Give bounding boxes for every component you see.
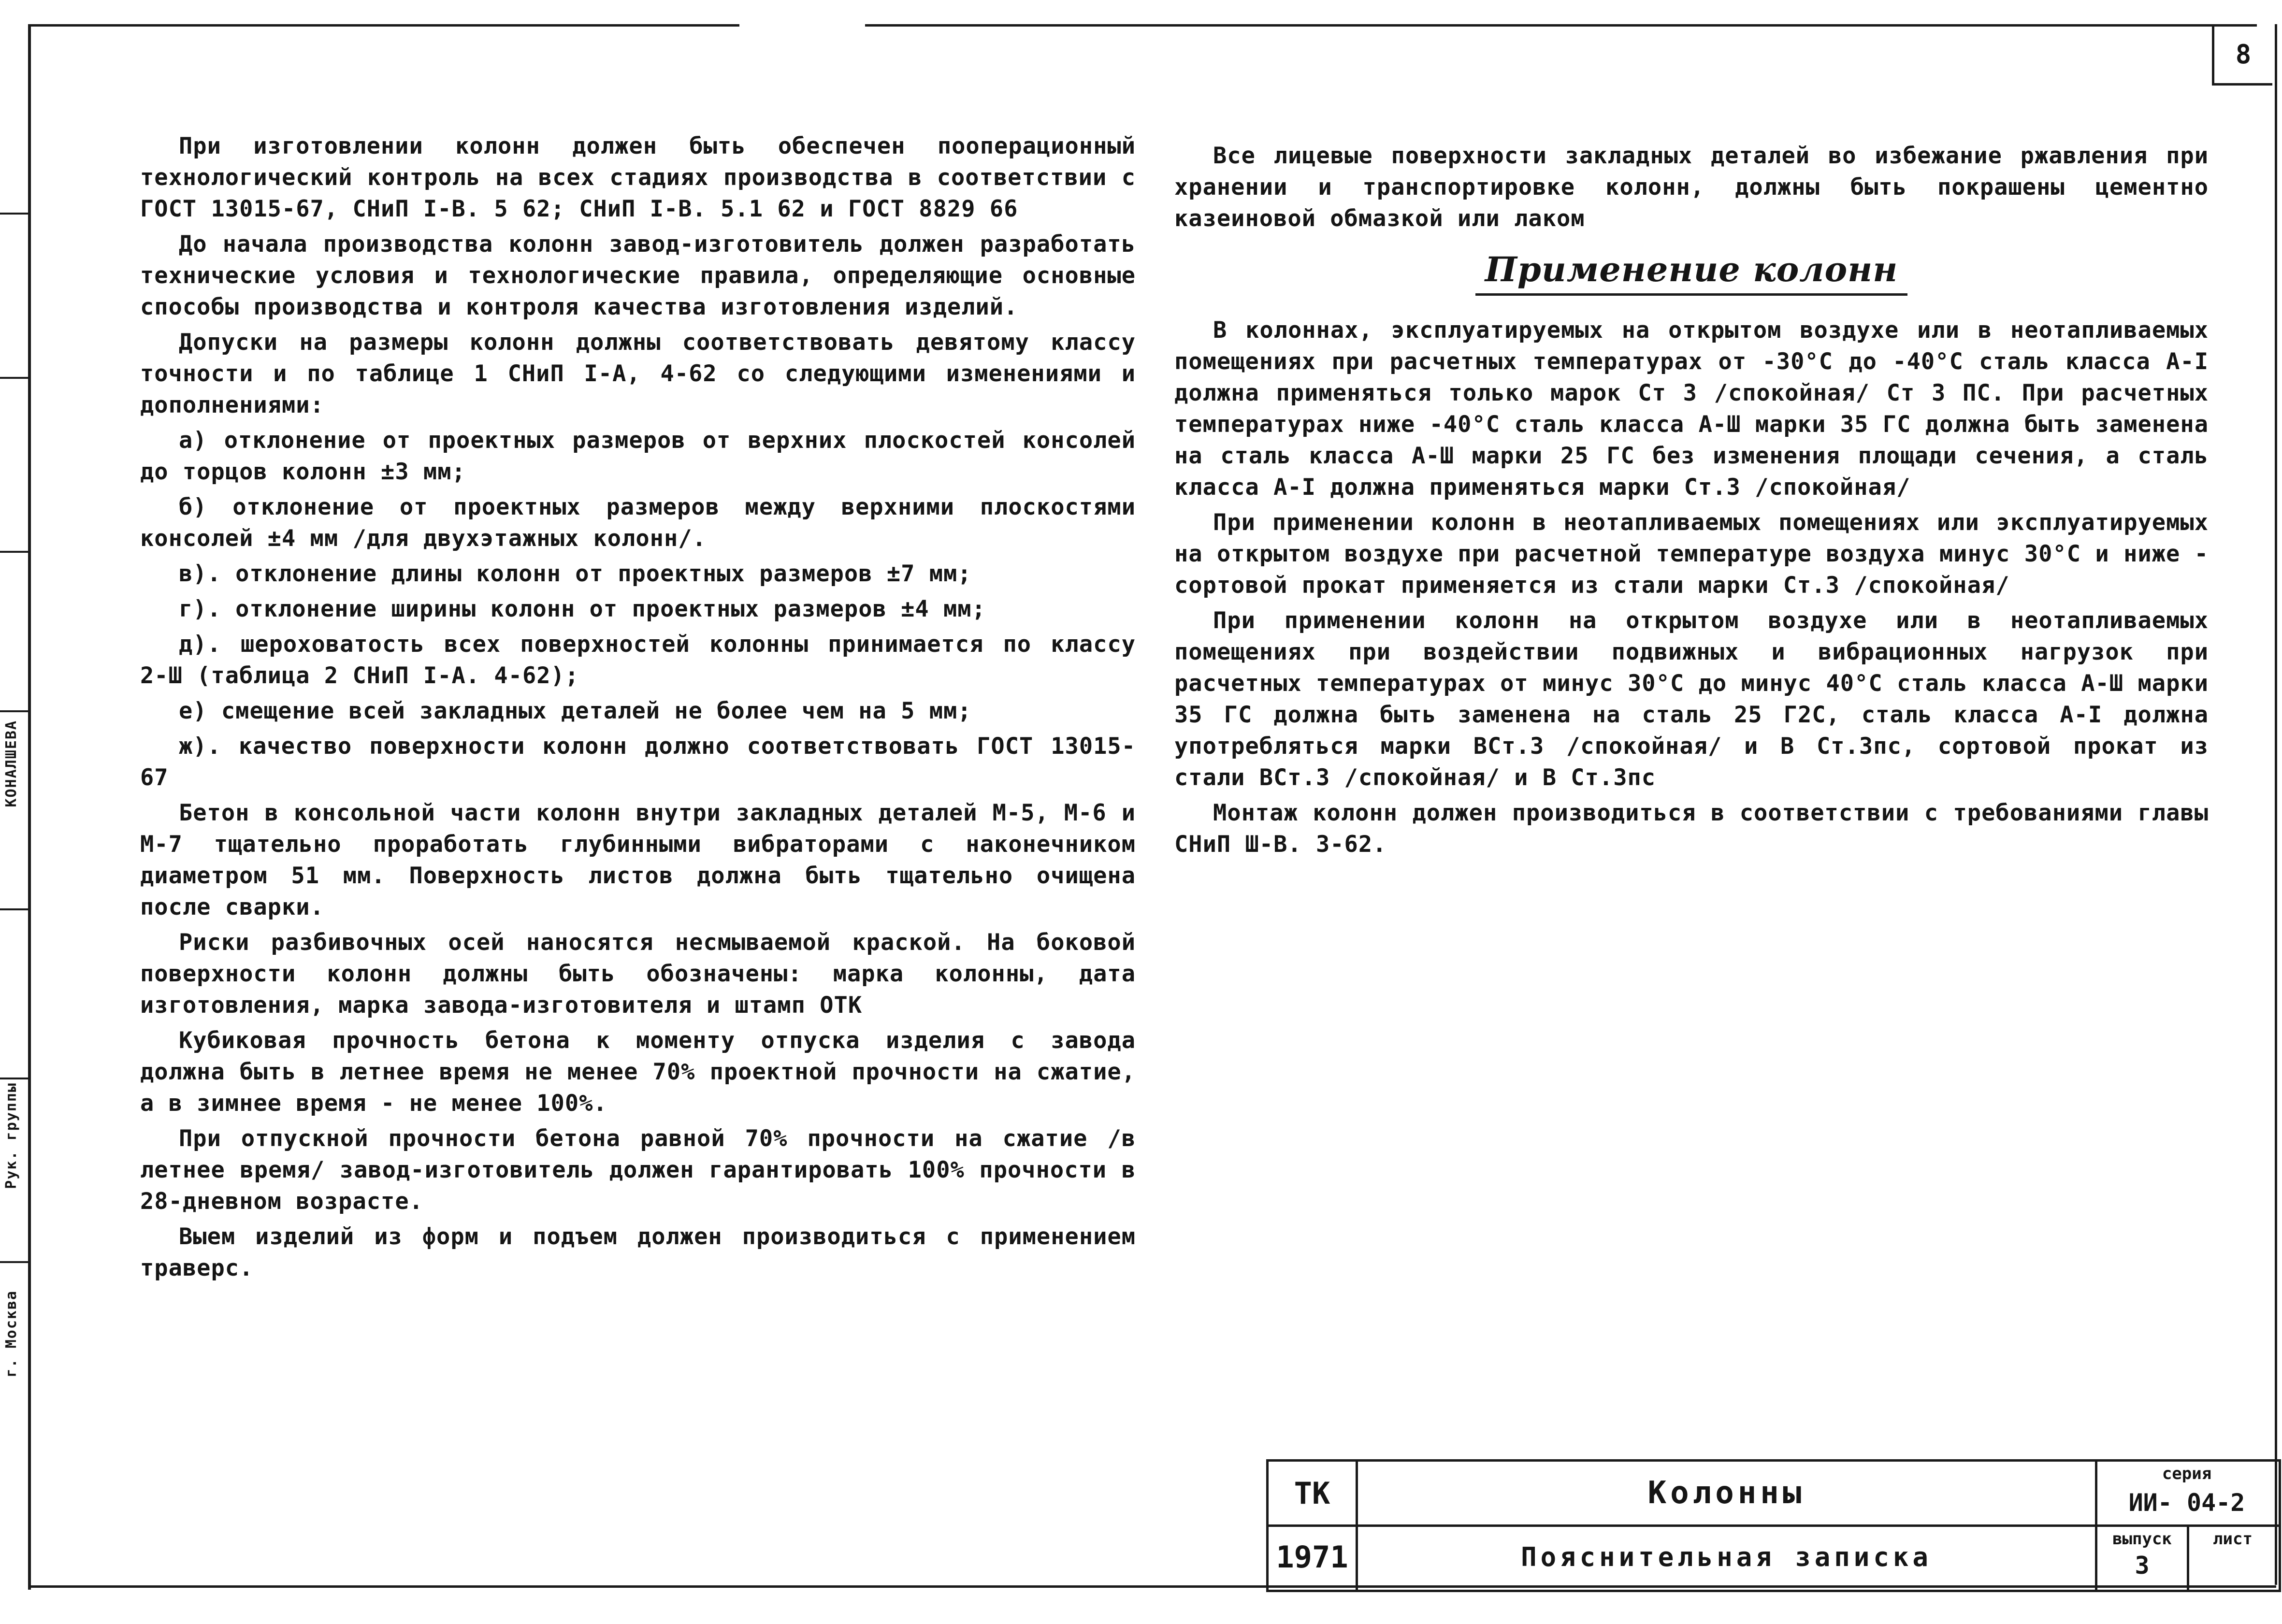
sheet-number-box [2212,25,2272,86]
frame-top-line-right [865,24,2257,27]
strip-divider [0,908,28,910]
strip-label-city: г. Москва [3,1290,20,1378]
stamp-series-label: серия [2162,1464,2212,1483]
stamp-series-value: ИИ- 04-2 [2128,1489,2245,1517]
strip-label-surname: КОНАЛШЕВА [3,720,20,807]
paragraph: Монтаж колонн должен производиться в соответствии с требованиями главы СНиП Ш-В. 3-62. [1174,800,2209,858]
list-item: а) отклонение от проектных размеров от верхних плоскостей консолей до торцов колонн ±3 мм; [140,427,1136,485]
paragraph: Все лицевые поверхности закладных деталей во избежание ржавления при хранении и транспортировке колонн, должны быть покрашены цементно казеиновой обмазкой или лаком [1174,143,2209,232]
stamp-sheet-label: лист [2213,1529,2253,1549]
stamp-title: Колонны [1647,1475,1805,1511]
title-block [1266,1459,2281,1592]
stamp-issue-label: выпуск [2112,1529,2172,1549]
strip-divider [0,710,28,712]
paragraph: При применении колонн в неотапливаемых помещениях или эксплуатируемых на открытом воздухе при расчетной температуре воздуха минус 30°С и ниже - сортовой прокат применяется из стали марки Ст.3 /спокойная/ [1174,509,2209,599]
stamp-year: 1971 [1276,1539,1348,1575]
frame-right-line [2275,24,2277,1585]
section-heading [1174,249,2209,289]
left-text-column [140,130,1136,1288]
list-item: е) смещение всей закладных деталей не более чем на 5 мм; [179,698,972,724]
frame-left-line [28,24,31,1590]
paragraph: Бетон в консольной части колонн внутри закладных деталей М-5, М-6 и М-7 тщательно проработать глубинными вибраторами с наконечником диаметром 51 мм. Поверхность листов должна быть тщательно очищена после сварки. [140,800,1136,920]
strip-divider [0,213,28,215]
paragraph: При отпускной прочности бетона равной 70% прочности на сжатие /в летнее время/ завод-изготовитель должен гарантировать 100% прочности в 28-дневном возрасте. [140,1125,1136,1215]
stamp-issue-value: 3 [2135,1552,2150,1580]
paragraph: Выем изделий из форм и подъем должен производиться с применением траверс. [140,1223,1136,1281]
list-item: г). отклонение ширины колонн от проектных размеров ±4 мм; [179,596,986,622]
paragraph: При применении колонн на открытом воздухе или в неотапливаемых помещениях при воздействии подвижных и вибрационных нагрузок при расчетных температурах от минус 30°С до минус 40°С сталь класса А-Ш марки 35 ГС должна быть заменена на сталь 25 Г2С, сталь класса А-I должна употребляться марки ВСт.3 /спокойная/ и В Ст.3пс, сортовой прокат из стали ВСт.3 /спокойная/ и В Ст.3пс [1174,607,2209,791]
stamp-org: ТК [1294,1475,1330,1511]
paragraph: До начала производства колонн завод-изготовитель должен разработать технические условия и технологические правила, определяющие основные способы производства и контроля качества изготовления изделий. [140,231,1136,320]
paragraph: При изготовлении колонн должен быть обеспечен пооперационный технологический контроль на всех стадиях производства в соответствии с ГОСТ 13015-67, СНиП I-В. 5 62; СНиП I-В. 5.1 62 и ГОСТ 8829 66 [140,133,1136,222]
strip-divider [0,377,28,379]
right-text-column [1174,140,2209,864]
strip-divider [0,1078,28,1079]
strip-divider [0,551,28,553]
left-side-strip [0,24,28,1590]
paragraph: Кубиковая прочность бетона к моменту отпуска изделия с завода должна быть в летнее время не менее 70% проектной прочности на сжатие, а в зимнее время - не менее 100%. [140,1027,1136,1117]
section-heading-text: Применение колонн [1475,249,1908,296]
paragraph: В колоннах, эксплуатируемых на открытом воздухе или в неотапливаемых помещениях при расчетных температурах от -30°С до -40°С сталь класса А-I должна применяться только марок Ст 3 /спокойная/ Ст 3 ПС. При расчетных температурах ниже -40°С сталь класса А-Ш марки 35 ГС должна быть заменена на сталь класса А-Ш марки 25 ГС без изменения площади сечения, а сталь класса А-I должна применяться марки Ст.3 /спокойная/ [1174,317,2209,501]
paragraph: Риски разбивочных осей наносятся несмываемой краской. На боковой поверхности колонн должны быть обозначены: марка колонны, дата изготовления, марка завода-изготовителя и штамп ОТК [140,929,1136,1019]
list-item: д). шероховатость всех поверхностей колонны принимается по классу 2-Ш (таблица 2 СНиП I-А. 4-62); [140,631,1136,689]
list-item: ж). качество поверхности колонн должно соответствовать ГОСТ 13015-67 [140,733,1136,791]
paragraph: Допуски на размеры колонн должны соответствовать девятому классу точности и по таблице 1 СНиП I-А, 4-62 со следующими изменениями и дополнениями: [140,329,1136,418]
list-item: в). отклонение длины колонн от проектных размеров ±7 мм; [179,560,972,587]
list-item: б) отклонение от проектных размеров между верхними плоскостями консолей ±4 мм /для двухэтажных колонн/. [140,494,1136,552]
stamp-subtitle: Пояснительная записка [1521,1542,1932,1572]
sheet-number: 8 [2235,39,2252,70]
frame-top-line [29,24,739,27]
strip-divider [0,1261,28,1263]
strip-label-group-head: Рук. группы [3,1082,20,1189]
